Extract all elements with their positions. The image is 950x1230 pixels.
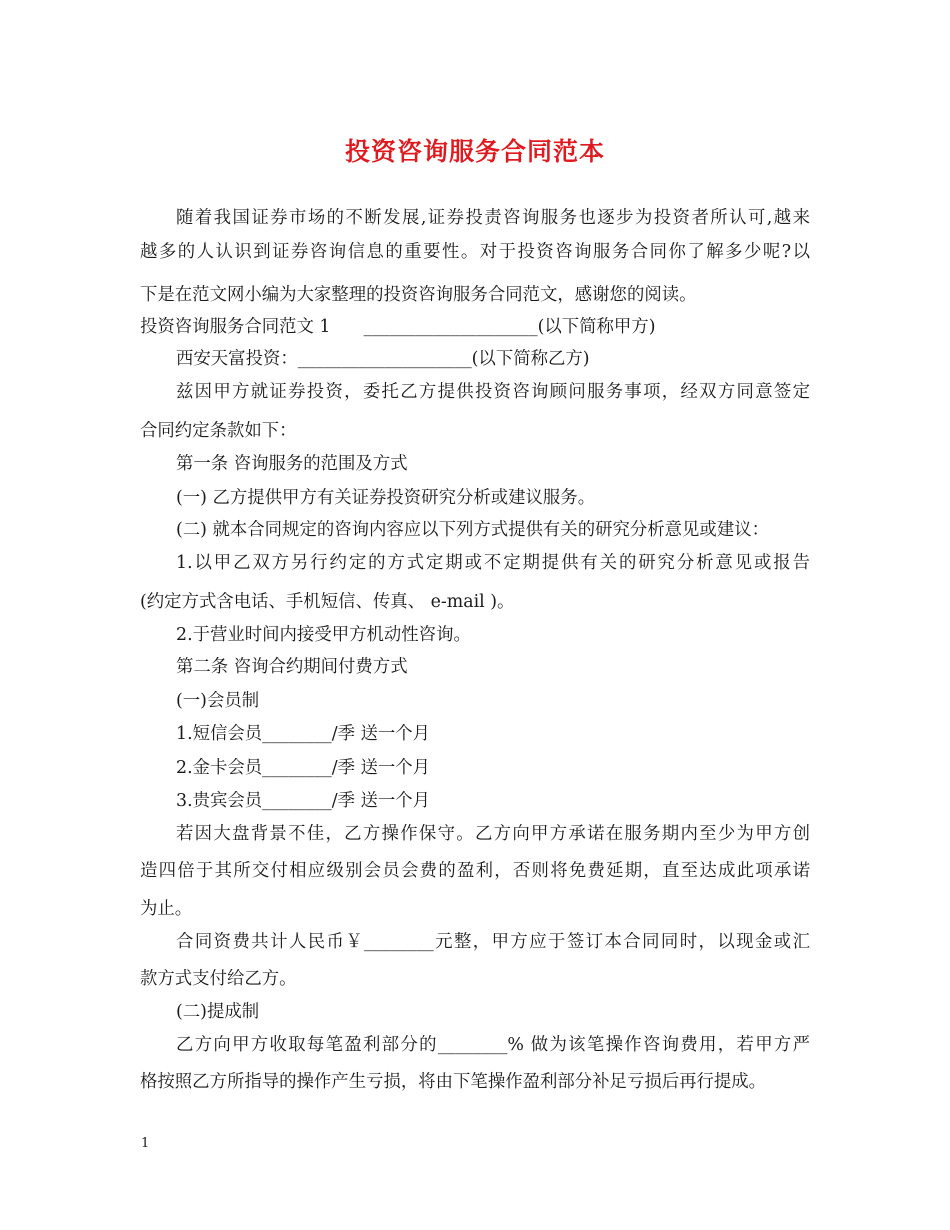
section-heading: 第二条 咨询合约期间付费方式 (176, 657, 408, 677)
paragraph-line: 合同约定条款如下： (140, 421, 297, 441)
paragraph-line: 2.金卡会员________/季 送一个月 (176, 758, 431, 778)
paragraph-line: 随着我国证券市场的不断发展,证券投责咨询服务也逐步为投资者所认可,越来 (176, 208, 810, 228)
paragraph-line: (一) 乙方提供甲方有关证券投资研究分析或建议服务。 (176, 488, 596, 508)
page-number: 1 (141, 1136, 150, 1151)
paragraph-line: 款方式支付给乙方。 (140, 969, 297, 989)
paragraph-line: 越多的人认识到证券咨询信息的重要性。对于投资咨询服务合同你了解多少呢?以 (140, 242, 810, 262)
paragraph-line: 兹因甲方就证券投资，委托乙方提供投资咨询顾问服务事项，经双方同意签定 (176, 382, 810, 402)
paragraph-line: 1.短信会员________/季 送一个月 (176, 724, 431, 744)
paragraph-line: (约定方式含电话、手机短信、传真、 e-mail )。 (140, 592, 515, 612)
paragraph-line: 造四倍于其所交付相应级别会员会费的盈利，否则将免费延期，直至达成此项承诺 (140, 861, 810, 881)
paragraph-line: 下是在范文网小编为大家整理的投资咨询服务合同范文，感谢您的阅读。 (140, 285, 697, 305)
paragraph-line: 为止。 (140, 899, 193, 919)
paragraph-line: 合同资费共计人民币￥________元整，甲方应于签订本合同同时，以现金或汇 (176, 932, 810, 952)
paragraph-line: 3.贵宾会员________/季 送一个月 (176, 791, 431, 811)
paragraph-line: 西安天富投资：____________________(以下简称乙方) (176, 349, 590, 369)
paragraph-line: (二) 就本合同规定的咨询内容应以下列方式提供有关的研究分析意见或建议： (176, 520, 769, 540)
paragraph-line: 1.以甲乙双方另行约定的方式定期或不定期提供有关的研究分析意见或报告 (176, 553, 810, 573)
paragraph-line: 乙方向甲方收取每笔盈利部分的________% 做为该笔操作咨询费用，若甲方严 (176, 1035, 810, 1055)
paragraph-line: 2.于营业时间内接受甲方机动性咨询。 (176, 625, 471, 645)
paragraph-line: 若因大盘背景不佳，乙方操作保守。乙方向甲方承诺在服务期内至少为甲方创 (176, 824, 810, 844)
document-title: 投资咨询服务合同范本 (344, 137, 605, 166)
paragraph-line: (一)会员制 (176, 691, 260, 711)
paragraph-line: 投资咨询服务合同范文 1 ____________________(以下简称甲方) (140, 317, 656, 337)
section-heading: (二)提成制 (176, 1002, 260, 1022)
paragraph-line: 格按照乙方所指导的操作产生亏损，将由下笔操作盈利部分补足亏损后再行提成。 (140, 1072, 767, 1092)
section-heading: 第一条 咨询服务的范围及方式 (176, 454, 408, 474)
